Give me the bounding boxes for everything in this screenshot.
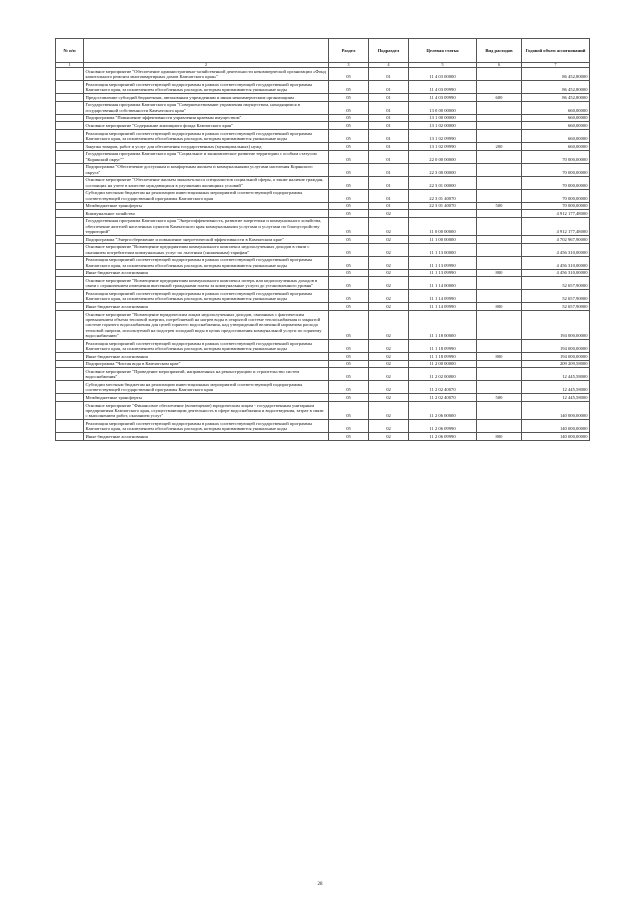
cell-num	[56, 122, 84, 130]
cell-razdel: 05	[329, 81, 369, 94]
cell-expense-type	[477, 150, 522, 163]
cell-num	[56, 243, 84, 256]
table-row	[56, 210, 590, 218]
cell-expense-type	[477, 163, 522, 176]
cell-num	[56, 269, 84, 277]
cell-razdel: 05	[329, 256, 369, 269]
table-row	[56, 303, 590, 311]
cell-razdel: 05	[329, 202, 369, 210]
cell-expense-type: 800	[477, 303, 522, 311]
cell-podrazdel: 02	[369, 401, 409, 419]
cell-razdel: 05	[329, 381, 369, 394]
cell-podrazdel: 01	[369, 122, 409, 130]
table-row	[56, 360, 590, 368]
cell-podrazdel: 02	[369, 236, 409, 244]
cell-podrazdel: 02	[369, 360, 409, 368]
cell-name: Государственная программа Камчатского края "Социальное и экономическое развитие территории с особым статусом "Корякский округ""	[84, 150, 329, 163]
cell-expense-type	[477, 368, 522, 381]
cell-num	[56, 277, 84, 290]
cell-podrazdel: 01	[369, 202, 409, 210]
cell-razdel: 05	[329, 353, 369, 361]
cell-target-article: 11 2 06 09990	[409, 420, 477, 433]
table-row	[56, 368, 590, 381]
cell-name: Основное мероприятие "Возмещение предприятиям коммунального комплекса потерь или недополученных доходов в связи с ограничением изменения внесенной гражданами платы за коммунальные услуги до установленного уровня"	[84, 277, 329, 290]
cell-podrazdel: 02	[369, 217, 409, 235]
table-body	[56, 68, 590, 441]
cell-podrazdel: 01	[369, 163, 409, 176]
cell-target-article: 11 1 18 09990	[409, 353, 477, 361]
table-row	[56, 217, 590, 235]
table-row	[56, 150, 590, 163]
cell-num	[56, 368, 84, 381]
header-podrazdel: Подраздел	[369, 39, 409, 63]
table-row	[56, 277, 590, 290]
header-razdel: Раздел	[329, 39, 369, 63]
cell-target-article: 11 2 00 00000	[409, 360, 477, 368]
page-number: 28	[317, 882, 323, 887]
cell-expense-type	[477, 381, 522, 394]
cell-amount: 4 912 177,48000	[522, 217, 590, 235]
cell-podrazdel: 02	[369, 394, 409, 402]
cell-name: Государственная программа Камчатского края "Совершенствование управления имуществом, находящимся в государственной собственности Камчатского края"	[84, 101, 329, 114]
cell-amount: 52 657,90000	[522, 277, 590, 290]
cell-expense-type	[477, 68, 522, 81]
cell-amount: 209 209,58000	[522, 360, 590, 368]
cell-razdel: 05	[329, 360, 369, 368]
cell-amount: 4 702 967,90000	[522, 236, 590, 244]
column-number: 2	[84, 63, 329, 68]
cell-name: Государственная программа Камчатского края "Энергоэффективность, развитие энергетики и коммунального хозяйства, обеспечение жителей населенных пунктов Камчатского края коммунальными услугами и услугами по благоустройству территорий"	[84, 217, 329, 235]
cell-target-article: 11 0 00 00000	[409, 217, 477, 235]
table-row	[56, 420, 590, 433]
cell-num	[56, 68, 84, 81]
cell-num	[56, 129, 84, 142]
cell-target-article: 13 1 02 09990	[409, 142, 477, 150]
cell-amount: 52 657,90000	[522, 290, 590, 303]
table-row	[56, 236, 590, 244]
cell-num	[56, 353, 84, 361]
table-row	[56, 353, 590, 361]
cell-expense-type	[477, 176, 522, 189]
cell-razdel: 05	[329, 150, 369, 163]
cell-podrazdel: 01	[369, 81, 409, 94]
cell-name: Субсидии местным бюджетам на реализацию инвестиционных мероприятий соответствующей подпрограммы соответствующей государственной программы Камчатского края	[84, 189, 329, 202]
cell-target-article: 13 1 02 09990	[409, 129, 477, 142]
cell-razdel: 05	[329, 68, 369, 81]
cell-num	[56, 420, 84, 433]
cell-expense-type	[477, 101, 522, 114]
cell-podrazdel: 02	[369, 420, 409, 433]
cell-amount: 660,00000	[522, 142, 590, 150]
table-row	[56, 394, 590, 402]
cell-target-article: 11 2 02 00000	[409, 368, 477, 381]
cell-name: Иные бюджетные ассигнования	[84, 269, 329, 277]
cell-target-article: 13 1 00 00000	[409, 114, 477, 122]
cell-expense-type	[477, 210, 522, 218]
cell-name: Реализация мероприятий соответствующей подпрограммы в рамках соответствующей государственной программы Камчатского края, за исключением обособленных расходов, которым присваиваются уникальные коды	[84, 340, 329, 353]
cell-target-article: 22 3 01 00000	[409, 176, 477, 189]
cell-razdel: 05	[329, 310, 369, 339]
cell-podrazdel: 02	[369, 277, 409, 290]
cell-podrazdel: 02	[369, 303, 409, 311]
cell-podrazdel: 01	[369, 68, 409, 81]
cell-expense-type	[477, 340, 522, 353]
cell-target-article: 22 3 01 40070	[409, 202, 477, 210]
cell-num	[56, 150, 84, 163]
cell-expense-type	[477, 256, 522, 269]
header-expense-type: Вид расходов	[477, 39, 522, 63]
cell-name: Предоставление субсидий бюджетным, автономным учреждениям и иным некоммерческим организациям	[84, 94, 329, 102]
cell-name: Подпрограмма "Повышение эффективности управления краевым имуществом"	[84, 114, 329, 122]
cell-expense-type	[477, 236, 522, 244]
cell-num	[56, 256, 84, 269]
cell-name: Иные бюджетные ассигнования	[84, 433, 329, 441]
cell-amount: 12 445,58000	[522, 394, 590, 402]
table-row	[56, 243, 590, 256]
cell-name: Реализация мероприятий соответствующей подпрограммы в рамках соответствующей государственной программы Камчатского края, за исключением обособленных расходов, которым присваиваются уникальные коды	[84, 81, 329, 94]
column-number: 4	[369, 63, 409, 68]
budget-table	[55, 38, 590, 441]
cell-name: Реализация мероприятий соответствующей подпрограммы в рамках соответствующей государственной программы Камчатского края, за исключением обособленных расходов, которым присваиваются уникальные коды	[84, 129, 329, 142]
cell-amount: 194 000,00000	[522, 353, 590, 361]
cell-razdel: 05	[329, 269, 369, 277]
cell-amount: 140 000,00000	[522, 420, 590, 433]
cell-target-article: 11 1 18 00000	[409, 310, 477, 339]
cell-name: Коммунальное хозяйство	[84, 210, 329, 218]
cell-num	[56, 202, 84, 210]
cell-expense-type	[477, 290, 522, 303]
cell-amount: 194 000,00000	[522, 310, 590, 339]
cell-razdel: 05	[329, 114, 369, 122]
cell-expense-type	[477, 401, 522, 419]
table-row	[56, 129, 590, 142]
cell-amount: 86 452,80000	[522, 68, 590, 81]
cell-amount: 194 000,00000	[522, 340, 590, 353]
table-row	[56, 269, 590, 277]
cell-razdel: 05	[329, 163, 369, 176]
cell-name: Реализация мероприятий соответствующей подпрограммы в рамках соответствующей государственной программы Камчатского края, за исключением обособленных расходов, которым присваиваются уникальные коды	[84, 256, 329, 269]
cell-target-article: 11 1 00 00000	[409, 236, 477, 244]
cell-amount: 4 456 310,00000	[522, 256, 590, 269]
cell-name: Основное мероприятие "Финансовое обеспечение (возмещение) юридическим лицам - государственным унитарным предприятиям Камчатского края, осуществляющим деятельность в сфере водоснабжения и водоотведения, затрат в связи с выполнением работ, оказанием услуг"	[84, 401, 329, 419]
cell-razdel: 05	[329, 210, 369, 218]
cell-expense-type	[477, 114, 522, 122]
cell-num	[56, 217, 84, 235]
cell-expense-type	[477, 243, 522, 256]
table-row	[56, 122, 590, 130]
cell-num	[56, 81, 84, 94]
cell-target-article: 11 1 13 09990	[409, 256, 477, 269]
column-number: 3	[329, 63, 369, 68]
cell-target-article: 22 0 00 00000	[409, 150, 477, 163]
cell-podrazdel: 01	[369, 94, 409, 102]
cell-target-article: 11 2 02 40070	[409, 381, 477, 394]
cell-num	[56, 189, 84, 202]
cell-expense-type	[477, 189, 522, 202]
cell-podrazdel: 02	[369, 381, 409, 394]
column-number: 1	[56, 63, 84, 68]
header-name	[84, 39, 329, 63]
table-row	[56, 163, 590, 176]
table-row	[56, 94, 590, 102]
cell-target-article: 22 3 00 00000	[409, 163, 477, 176]
cell-amount: 4 912 177,48000	[522, 210, 590, 218]
cell-razdel: 05	[329, 101, 369, 114]
cell-podrazdel: 02	[369, 353, 409, 361]
cell-razdel: 05	[329, 394, 369, 402]
cell-expense-type	[477, 122, 522, 130]
cell-podrazdel: 02	[369, 433, 409, 441]
cell-name: Основное мероприятие "Обеспечение жильем эконом-класса специалистов социальной сферы, а также наличие граждан, состоящих на учете в качестве нуждающихся в улучшении жилищных условий"	[84, 176, 329, 189]
column-number: 5	[409, 63, 477, 68]
cell-num	[56, 381, 84, 394]
cell-target-article: 11 4 03 00000	[409, 68, 477, 81]
cell-name: Основное мероприятие "Содержание жилищного фонда Камчатского края"	[84, 122, 329, 130]
cell-num	[56, 114, 84, 122]
cell-razdel: 05	[329, 94, 369, 102]
cell-name: Иные бюджетные ассигнования	[84, 303, 329, 311]
cell-amount: 70 000,00000	[522, 176, 590, 189]
cell-target-article: 11 1 13 00000	[409, 243, 477, 256]
cell-podrazdel: 01	[369, 129, 409, 142]
cell-razdel: 05	[329, 340, 369, 353]
cell-podrazdel: 01	[369, 114, 409, 122]
column-number: 7	[522, 63, 590, 68]
cell-amount: 70 000,00000	[522, 202, 590, 210]
cell-target-article: 11 1 13 09990	[409, 269, 477, 277]
cell-name: Подпрограмма "Чистая вода в Камчатском крае"	[84, 360, 329, 368]
column-number: 6	[477, 63, 522, 68]
cell-podrazdel: 01	[369, 101, 409, 114]
cell-amount: 12 445,58000	[522, 368, 590, 381]
cell-name: Основное мероприятие "Проведение мероприятий, направленных на реконструкцию и строительство систем водоснабжения"	[84, 368, 329, 381]
cell-name: Подпрограмма "Энергосбережение и повышение энергетической эффективности в Камчатском крае"	[84, 236, 329, 244]
cell-expense-type: 800	[477, 433, 522, 441]
cell-num	[56, 433, 84, 441]
cell-razdel: 05	[329, 122, 369, 130]
cell-amount: 660,00000	[522, 122, 590, 130]
cell-num	[56, 94, 84, 102]
cell-amount: 660,00000	[522, 101, 590, 114]
table-row	[56, 189, 590, 202]
cell-num	[56, 210, 84, 218]
cell-podrazdel: 02	[369, 243, 409, 256]
table-row	[56, 81, 590, 94]
cell-expense-type: 500	[477, 394, 522, 402]
cell-num	[56, 290, 84, 303]
cell-podrazdel: 02	[369, 210, 409, 218]
cell-num	[56, 401, 84, 419]
budget-table-sheet	[55, 38, 589, 441]
cell-target-article: 22 3 01 40070	[409, 189, 477, 202]
table-row	[56, 142, 590, 150]
header-target-article: Целевая статья	[409, 39, 477, 63]
table-row	[56, 101, 590, 114]
cell-num	[56, 163, 84, 176]
cell-name: Реализация мероприятий соответствующей подпрограммы в рамках соответствующей государственной программы Камчатского края, за исключением обособленных расходов, которым присваиваются уникальные коды	[84, 290, 329, 303]
cell-target-article: 11 2 06 09990	[409, 433, 477, 441]
cell-razdel: 05	[329, 129, 369, 142]
cell-amount: 52 657,90000	[522, 303, 590, 311]
cell-expense-type	[477, 360, 522, 368]
cell-podrazdel: 02	[369, 340, 409, 353]
cell-name: Субсидии местным бюджетам на реализацию инвестиционных мероприятий соответствующей подпрограммы соответствующей государственной программы Камчатского края	[84, 381, 329, 394]
table-row	[56, 202, 590, 210]
cell-razdel: 05	[329, 433, 369, 441]
cell-razdel: 05	[329, 243, 369, 256]
header-annual-amount: Годовой объем ассигнований	[522, 39, 590, 63]
cell-amount: 4 456 310,00000	[522, 269, 590, 277]
table-row	[56, 433, 590, 441]
cell-razdel: 05	[329, 236, 369, 244]
cell-target-article: 11 4 03 09990	[409, 81, 477, 94]
cell-expense-type	[477, 277, 522, 290]
cell-razdel: 05	[329, 290, 369, 303]
table-row	[56, 401, 590, 419]
table-row	[56, 310, 590, 339]
table-row	[56, 290, 590, 303]
cell-podrazdel: 02	[369, 368, 409, 381]
cell-expense-type: 600	[477, 94, 522, 102]
cell-expense-type	[477, 129, 522, 142]
cell-target-article: 13 1 02 00000	[409, 122, 477, 130]
cell-name: Подпрограмма "Обеспечение доступным и комфортным жильем и коммунальными услугами населения Корякского округа"	[84, 163, 329, 176]
cell-target-article: 11 1 14 00000	[409, 277, 477, 290]
cell-expense-type	[477, 217, 522, 235]
cell-amount: 12 445,58000	[522, 381, 590, 394]
cell-razdel: 05	[329, 142, 369, 150]
cell-expense-type: 800	[477, 353, 522, 361]
cell-amount: 660,00000	[522, 129, 590, 142]
cell-name: Основное мероприятие "Обеспечение административно-хозяйственной деятельности некоммерческой организации «Фонд капитального ремонта многоквартирных домов Камчатского края»"	[84, 68, 329, 81]
cell-razdel: 05	[329, 420, 369, 433]
cell-num	[56, 176, 84, 189]
cell-expense-type: 200	[477, 142, 522, 150]
cell-amount: 660,00000	[522, 114, 590, 122]
cell-target-article: 11 1 14 09990	[409, 290, 477, 303]
cell-razdel: 05	[329, 189, 369, 202]
cell-num	[56, 303, 84, 311]
cell-num	[56, 340, 84, 353]
cell-expense-type	[477, 310, 522, 339]
cell-razdel: 05	[329, 303, 369, 311]
cell-razdel: 05	[329, 217, 369, 235]
cell-name: Межбюджетные трансферты	[84, 394, 329, 402]
cell-podrazdel: 02	[369, 269, 409, 277]
cell-target-article: 11 1 18 09990	[409, 340, 477, 353]
cell-target-article: 11 4 03 09990	[409, 94, 477, 102]
cell-name: Основное мероприятие "Возмещение предприятиям коммунального комплекса недополученных доходов в связи с оказанием потребителям коммунальных услуг по льготным (сниженным) тарифам"	[84, 243, 329, 256]
cell-razdel: 05	[329, 368, 369, 381]
table-row	[56, 340, 590, 353]
cell-num	[56, 101, 84, 114]
cell-name: Иные бюджетные ассигнования	[84, 353, 329, 361]
cell-name: Основное мероприятие "Возмещение юридическим лицам недополученных доходов, связанных с фактическим превышением объема тепловой энергии, потребляемой на нагрев воды в открытой системе теплоснабжения и закрытой системе горячего водоснабжения для целей горячего водоснабжения, над утвержденной величиной норматива расхода тепловой энергии, используемой на подогрев холодной воды в целях предоставления коммунальной услуги по горячему водоснабжению"	[84, 310, 329, 339]
cell-num	[56, 236, 84, 244]
cell-num	[56, 142, 84, 150]
cell-amount: 70 000,00000	[522, 150, 590, 163]
cell-amount: 86 452,80000	[522, 81, 590, 94]
cell-podrazdel: 02	[369, 256, 409, 269]
cell-amount: 140 000,00000	[522, 433, 590, 441]
cell-podrazdel: 01	[369, 176, 409, 189]
cell-num	[56, 310, 84, 339]
cell-expense-type	[477, 420, 522, 433]
table-row	[56, 381, 590, 394]
table-row	[56, 176, 590, 189]
cell-razdel: 05	[329, 401, 369, 419]
cell-expense-type	[477, 81, 522, 94]
cell-amount: 140 000,00000	[522, 401, 590, 419]
cell-target-article: 11 2 02 40070	[409, 394, 477, 402]
cell-num	[56, 360, 84, 368]
cell-podrazdel: 01	[369, 142, 409, 150]
cell-target-article	[409, 210, 477, 218]
cell-podrazdel: 01	[369, 189, 409, 202]
cell-podrazdel: 02	[369, 310, 409, 339]
cell-name: Реализация мероприятий соответствующей подпрограммы в рамках соответствующей государственной программы Камчатского края, за исключением обособленных расходов, которым присваиваются уникальные коды	[84, 420, 329, 433]
cell-name: Межбюджетные трансферты	[84, 202, 329, 210]
cell-target-article: 11 1 14 09990	[409, 303, 477, 311]
cell-razdel: 05	[329, 176, 369, 189]
cell-target-article: 13 0 00 00000	[409, 101, 477, 114]
table-row	[56, 68, 590, 81]
cell-amount: 70 000,00000	[522, 163, 590, 176]
cell-name: Закупка товаров, работ и услуг для обеспечения государственных (муниципальных) нужд	[84, 142, 329, 150]
cell-amount: 70 000,00000	[522, 189, 590, 202]
table-row	[56, 256, 590, 269]
cell-amount: 4 456 310,00000	[522, 243, 590, 256]
header-row	[56, 39, 590, 63]
header-num: № п/п	[56, 39, 84, 63]
cell-expense-type: 800	[477, 269, 522, 277]
cell-num	[56, 394, 84, 402]
cell-razdel: 05	[329, 277, 369, 290]
table-row	[56, 114, 590, 122]
cell-target-article: 11 2 06 00000	[409, 401, 477, 419]
cell-expense-type: 500	[477, 202, 522, 210]
cell-amount: 86 452,80000	[522, 94, 590, 102]
cell-podrazdel: 01	[369, 150, 409, 163]
cell-podrazdel: 02	[369, 290, 409, 303]
